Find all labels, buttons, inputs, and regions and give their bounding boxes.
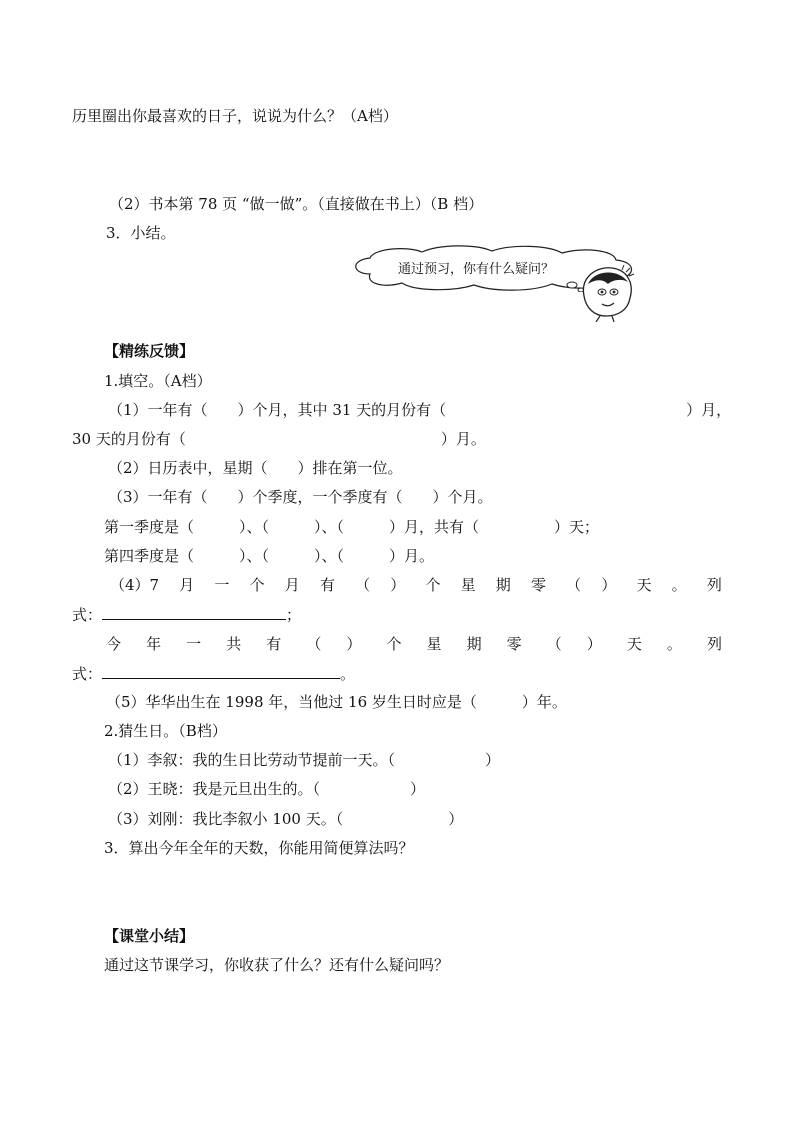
- q1-4b-cell: ）: [586, 635, 602, 653]
- formula-blank: [102, 604, 286, 620]
- formula-label: 式：: [72, 606, 103, 624]
- q1-1-line-a: （1）一年有（ ）个月，其中 31 天的月份有（ ）月，: [108, 401, 732, 419]
- formula-end: 。: [340, 665, 356, 683]
- q1-4-cell: （: [355, 576, 371, 594]
- q1-4b-cell: 列: [706, 635, 722, 653]
- q1-4-cell: 有: [319, 576, 335, 594]
- q1-4b-cell: 今: [106, 635, 122, 653]
- q1-4b-formula-line: [72, 663, 355, 684]
- q1-4-formula-line: [72, 604, 301, 625]
- q1-4b-cell: 天: [626, 635, 642, 653]
- q1-3-fourth-quarter: 第四季度是（ ）、（ ）、（ ）月。: [104, 547, 435, 565]
- q2-title: 2.猜生日。（B档）: [104, 722, 227, 740]
- q2-1-line: （1）李叙：我的生日比劳动节提前一天。（ ）: [108, 751, 501, 769]
- q1-4-cell: 月: [284, 576, 300, 594]
- q1-4-cell: 一: [214, 576, 230, 594]
- q1-4b-cell: （: [546, 635, 562, 653]
- q1-4-cell: 。: [671, 576, 687, 594]
- q1-4-cell: 零: [530, 576, 546, 594]
- q3-line: 3．算出今年全年的天数，你能用简便算法吗？: [104, 839, 414, 857]
- q1-4b-line: [106, 634, 722, 654]
- q1-4-cell: 月: [179, 576, 195, 594]
- q1-4-cell: ）: [390, 576, 406, 594]
- book-exercise-line: （2）书本第 78 页 “做一做”。（直接做在书上）（B 档）: [109, 195, 484, 213]
- formula-end: ；: [286, 606, 302, 624]
- favorite-day-line: 历里圈出你最喜欢的日子，说说为什么？（A档）: [72, 107, 398, 125]
- q1-4b-cell: 个: [386, 635, 402, 653]
- q1-4-cell: （: [566, 576, 582, 594]
- q1-4b-cell: 一: [186, 635, 202, 653]
- q1-4-cell: 列: [706, 576, 722, 594]
- q1-4b-cell: 期: [466, 635, 482, 653]
- q2-3-line: （3）刘刚：我比李叙小 100 天。（ ）: [108, 810, 464, 828]
- q1-title: 1.填空。（A档）: [104, 372, 212, 390]
- q1-4-cell: 期: [495, 576, 511, 594]
- q1-4-cell: 个: [249, 576, 265, 594]
- q2-2-line: （2）王晓：我是元旦出生的。（ ）: [108, 780, 426, 798]
- q1-5-line: （5）华华出生在 1998 年，当他过 16 岁生日时应是（ ）年。: [106, 693, 567, 711]
- q1-4-cell: ）: [601, 576, 617, 594]
- q1-4b-cell: 年: [146, 635, 162, 653]
- q1-4b-cell: （: [306, 635, 322, 653]
- formula-label: 式：: [72, 665, 103, 683]
- summary-heading: 【课堂小结】: [104, 927, 195, 945]
- summary-text: 通过这节课学习，你收获了什么？还有什么疑问吗？: [104, 956, 450, 974]
- q1-3-line: （3）一年有（ ）个季度，一个季度有（ ）个月。: [108, 488, 493, 506]
- q1-4b-cell: 。: [666, 635, 682, 653]
- q1-3-first-quarter: 第一季度是（ ）、（ ）、（ ）月，共有（ ）天；: [104, 518, 600, 536]
- q1-4b-cell: 共: [226, 635, 242, 653]
- q1-4-cell: （4）7: [110, 576, 160, 594]
- q1-4-line: [110, 575, 722, 595]
- q1-4b-cell: 星: [426, 635, 442, 653]
- q1-4-cell: 星: [460, 576, 476, 594]
- bubble-text: 通过预习，你有什么疑问？: [398, 262, 555, 277]
- q1-4b-cell: 零: [506, 635, 522, 653]
- q1-1-line-b: 30 天的月份有（ ）月。: [72, 430, 486, 448]
- formula-blank: [102, 663, 340, 679]
- practice-heading: 【精练反馈】: [104, 342, 195, 360]
- q1-4b-cell: ）: [346, 635, 362, 653]
- q1-4-cell: 个: [425, 576, 441, 594]
- cartoon-boy-icon: [578, 262, 636, 322]
- summary-item-line: 3．小结。: [106, 224, 176, 242]
- q1-2-line: （2）日历表中，星期（ ）排在第一位。: [108, 459, 403, 477]
- q1-4b-cell: 有: [266, 635, 282, 653]
- q1-4-cell: 天: [636, 576, 652, 594]
